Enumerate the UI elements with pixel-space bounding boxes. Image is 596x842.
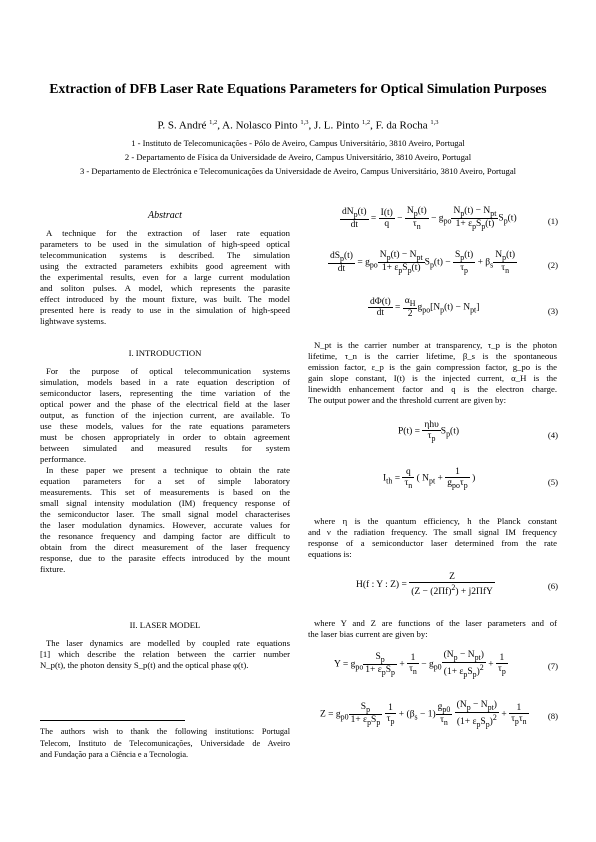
equation-1: $\frac{dN_p(t)}{dt}$ = $\frac{I(t)}{q}$ − $\frac{N_p(t)}{\tau_n}$ − $g_{po}$ $\frac{N_p(t) - N_{pt}}{1+ \varepsilon_pS_p(t)}$ $S_p(t)$ xyxy=(342,206,517,231)
text-line: The authors wish to thank the following institutions: Portugal xyxy=(40,727,290,736)
text-line: response, due to the parasite effects introduced by the mount xyxy=(40,553,290,563)
footnote-rule xyxy=(40,720,185,721)
text-line: lightwave systems. xyxy=(40,316,107,326)
text-line: and ν the radiation frequency. The small signal IM frequency xyxy=(308,527,557,537)
text-line: lifetime, τ_n is the carrier lifetime, β_s is the spontaneous xyxy=(308,351,557,361)
equation-7: $Y = g_{po}$ $\frac{S_p}{1+ \varepsilon_pS_p}$ + $\frac{1}{\tau_n}$ − $g_{p0}$ $\frac{(N_p - N_{pt})}{(1+ \varepsilon_pS_p)^2}$ + $\frac{1}{\tau_p}$ xyxy=(334,650,506,679)
text-line: equation parameters for a set of simple laboratory xyxy=(40,476,290,486)
author-affiliation-mark: 1,3 xyxy=(300,119,309,126)
abstract-heading: Abstract xyxy=(148,210,182,221)
equation-6: H(f : Y : Z) = $\frac{Z}{(Z - (2\Pi f)^2) + j2\Pi fY}$ xyxy=(356,572,493,598)
parameters-paragraph xyxy=(308,340,557,406)
text-line: semiconductor lasers, representing the time variation of the xyxy=(40,388,290,398)
text-line: output, as function of the injection current, are available. To xyxy=(40,410,290,420)
im-response-paragraph xyxy=(308,516,557,560)
text-line: the experimental results, even for a large current modulation xyxy=(40,272,290,282)
equation-1-number: (1) xyxy=(547,216,558,226)
text-line: presented here is ready to use in the simulation of high-speed xyxy=(40,305,290,315)
text-line: emission factor, ε_p is the gain compression factor, g_po is the xyxy=(308,362,557,372)
equation-8: $Z = g_{p0}$ $\frac{S_p}{1+ \varepsilon_pS_p}$ $\frac{1}{\tau_p}$ + $(\beta_s - 1)$ $\frac{g_{p0}}{\tau_n}$ $\frac{(N_p - N_{pt})}{(1+ \varepsilon_pS_p)^2}$ + $\frac{1}{\tau_p\tau_n}$ xyxy=(320,700,527,729)
text-line: and soliton pulses. A model, which represents the parasite xyxy=(40,283,290,293)
text-line: response of a semiconductor laser determined from the rate xyxy=(308,538,557,548)
footnote xyxy=(40,726,290,761)
text-line: performance. xyxy=(40,454,87,464)
author-name: F. da Rocha xyxy=(375,119,431,132)
affiliation-1: 1 - Instituto de Telecomunicações - Pólo de Aveiro, Campus Universitário, 3810 Aveiro, Portugal xyxy=(131,138,465,148)
text-line: measurements. This set of measurements is based on the xyxy=(40,487,290,497)
equation-5: $I_{th}$ = $\frac{q}{\tau_n}$ ( $N_{pt}$ + $\frac{1}{g_{po}\tau_p}$ ) xyxy=(383,467,476,490)
text-line: the laser bias current are given by: xyxy=(308,629,428,639)
author-name: P. S. André xyxy=(157,119,210,132)
equation-2-number: (2) xyxy=(547,260,558,270)
author-affiliation-mark: 1,2 xyxy=(209,119,218,126)
text-line: linewidth enhancement factor and q is the electron charge. xyxy=(308,384,557,394)
author-affiliation-mark: 1,3 xyxy=(430,119,439,126)
text-line: where Y and Z are functions of the laser parameters and of xyxy=(314,618,557,628)
text-line: the semiconductor laser. The small signal model characterises xyxy=(40,509,290,519)
equation-3: $\frac{d\Phi(t)}{dt}$ = $\frac{\alpha_H}{2}$ $g_{po}[N_p(t) - N_{pt}]$ xyxy=(370,296,480,319)
text-line: and Fundação para a Ciência e a Tecnologia. xyxy=(40,750,189,759)
abstract-body xyxy=(40,228,290,327)
yz-paragraph xyxy=(308,618,557,640)
text-line: obtain from the direct measurement of the laser frequency xyxy=(40,542,290,552)
equation-3-number: (3) xyxy=(547,306,558,316)
intro-paragraph-2 xyxy=(40,465,290,575)
text-line: effect introduced by the mount fixture, was built. The model xyxy=(40,294,290,304)
equation-7-number: (7) xyxy=(547,661,558,671)
text-line: The laser dynamics are modelled by coupled rate equations xyxy=(46,638,290,648)
text-line: telecommunication systems is described. The simulation xyxy=(40,250,290,260)
author-name: A. Nolasco Pinto xyxy=(222,119,301,132)
text-line: between simulated and measured results for system xyxy=(40,443,290,453)
text-line: N_pt is the carrier number at transparency, τ_p is the photon xyxy=(314,340,557,350)
section-1-heading: I. INTRODUCTION xyxy=(128,348,202,358)
text-line: the laser modulation dynamics. However, accurate values for xyxy=(40,520,290,530)
equation-6-number: (6) xyxy=(547,581,558,591)
text-line: fixture. xyxy=(40,564,66,574)
intro-paragraph-1 xyxy=(40,366,290,465)
text-line: where η is the quantum efficiency, h the Planck constant xyxy=(314,516,557,526)
text-line: use these models, values for the rate equations parameters xyxy=(40,421,290,431)
affiliation-2: 2 - Departamento de Física da Universidade de Aveiro, Campus Universitário, 3810 Aveiro, Portugal xyxy=(124,152,472,162)
text-line: gain slope constant, I(t) is the injected current, α_H is the xyxy=(308,373,557,383)
author-affiliation-mark: 1,2 xyxy=(362,119,371,126)
text-line: N_p(t), the photon density S_p(t) and the optical phase φ(t). xyxy=(40,660,249,670)
author-name: J. L. Pinto xyxy=(314,119,363,132)
text-line: A technique for the extraction of laser rate equation xyxy=(46,228,290,238)
laser-model-paragraph xyxy=(40,638,290,671)
paper-title: Extraction of DFB Laser Rate Equations Parameters for Optical Simulation Purposes xyxy=(49,81,547,96)
text-line: The output power and the threshold current are given by: xyxy=(308,395,507,405)
text-line: optical power and the phase of the electrical field at the laser xyxy=(40,399,290,409)
text-line: parameters to be used in the simulation of high-speed optical xyxy=(40,239,290,249)
text-line: For the purpose of optical telecommunication systems xyxy=(46,366,290,376)
text-line: Telecom, Instituto de Telecomunicações, Universidade de Aveiro xyxy=(40,738,290,748)
text-line: must be chosen appropriately in order to obtain agreement xyxy=(40,432,290,442)
equation-4-number: (4) xyxy=(547,430,558,440)
equation-4: P(t) = $\frac{\text{ηhυ}}{\tau_p}$ $S_p(t)$ xyxy=(398,420,459,443)
text-line: using the extracted parameters exhibits good agreement with xyxy=(40,261,290,271)
text-line: simulation, models based in a rate equation description of xyxy=(40,377,290,387)
affiliation-3: 3 - Departamento de Electrónica e Telecomunicações da Universidade de Aveiro, Campus Universitário, 3810 Aveiro, Portugal xyxy=(79,166,517,176)
text-line: equations is: xyxy=(308,549,352,559)
text-line: the resonance frequency and damping factor are difficult to xyxy=(40,531,290,541)
author-list: P. S. André $^{1,2}$, A. Nolasco Pinto $^{1,3}$, J. L. Pinto $^{1,2}$, F. da Rocha $^{1,3}$ xyxy=(157,119,439,132)
text-line: small signal intensity modulation (IM) frequency response of xyxy=(40,498,290,508)
text-line: [1] which describe the relation between the carrier number xyxy=(40,649,290,659)
section-2-heading: II. LASER MODEL xyxy=(129,620,201,630)
equation-5-number: (5) xyxy=(547,477,558,487)
equation-8-number: (8) xyxy=(547,711,558,721)
text-line: In these paper we present a technique to obtain the rate xyxy=(46,465,290,475)
equation-2: $\frac{dS_p(t)}{dt}$ = $g_{po}$ $\frac{N_p(t) - N_{pt}}{1+ \varepsilon_pS_p(t)}$ $S_p(t)$ − $\frac{S_p(t)}{\tau_p}$ + $\beta_s$ $\frac{N_p(t)}{\tau_n}$ xyxy=(330,250,516,275)
